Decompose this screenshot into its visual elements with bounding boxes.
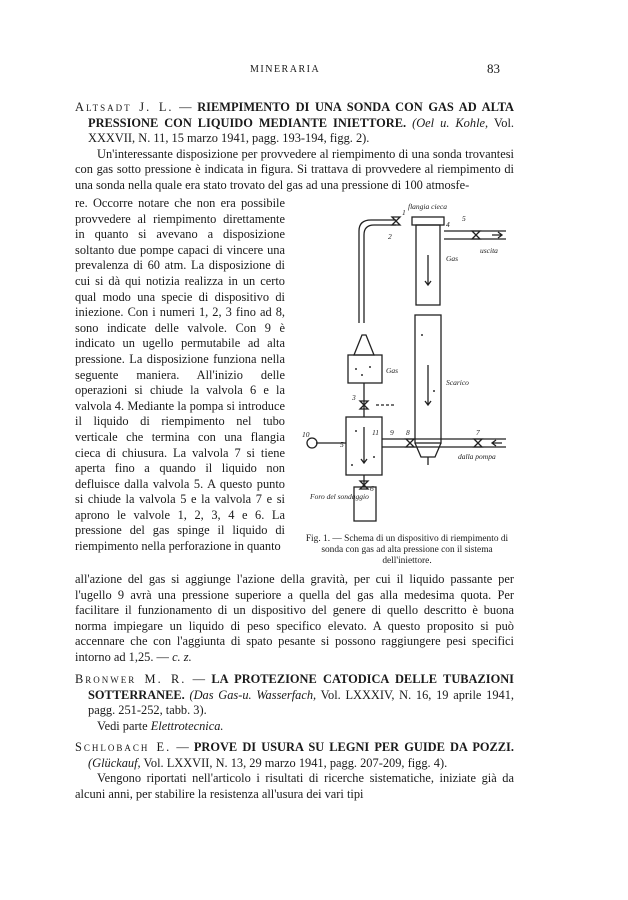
funnel-top (354, 335, 374, 355)
injector-diagram (296, 195, 518, 525)
article-3-title: PROVE DI USURA SU LEGNI PER GUIDE DA POZZI. (193, 740, 514, 754)
label-n5: 5 (462, 214, 466, 223)
article-1-paragraph-narrow: re. Occorre notare che non era possibile provvedere al riempimento direttamente in quanto si avevano a disposizione soltanto due pompe capaci di vincere una prevalenza di 60 atm. La disposizione di cui si dà qui notizia realizza in un certo qual modo una specie di dispositivo di iniezione. Con i numeri 1, 2, 3 fino ad 8, sono indicate delle valvole. Con 9 è indicato un ugello permutabile ad alta pressione. La disposizione funziona nella seguente maniera. All'inizio delle operazioni si chiude la valvola 6 e la valvola 4. Mediante la pompa si introduce il liquido di riempimento nel tubo verticale che termina con una flangia cieca di chiusura. La valvola 7 si tiene aperta fino a quando il liquido non defluisce dalla valvola 5. A questo punto si chiude la valvola 5 e la valvola 7 e si aprono le valvole 1, 2, 3, 4 e 6. La pressione del gas spinge il liquido di riempimento nella perforazione in quanto (75, 196, 285, 554)
article-1-signature: c. z. (172, 649, 192, 664)
article-2 (75, 672, 514, 734)
running-header: MINERARIA (250, 64, 321, 75)
outlet-arrow (492, 232, 502, 238)
label-n6: 6 (370, 484, 374, 493)
label-n10: 10 (302, 430, 310, 439)
article-1-dash: — (179, 100, 192, 114)
label-n11: 11 (372, 428, 379, 437)
flow-arrow-upper (425, 255, 431, 285)
article-3-ref: Vol. LXXVII, N. 13, 29 marzo 1941, pagg. 207-209, figg. 4). (143, 755, 448, 770)
valve-8 (406, 439, 414, 447)
article-1-paragraph-below (75, 572, 514, 666)
page-number: 83 (487, 61, 500, 76)
article-2-see-also (75, 719, 514, 735)
label-scarico: Scarico (446, 378, 469, 387)
valve-2 (392, 217, 400, 225)
gas-tank-left (348, 355, 382, 383)
article-3-dash: — (176, 740, 189, 754)
article-3-paragraph: Vengono riportati nell'articolo i risultati di ricerche sistematiche, iniziate già da alcuni anni, per stabilire la resistenza all'usura dei vari tipi (75, 771, 514, 801)
article-1-journal: (Oel u. Kohle, (412, 115, 489, 130)
article-1-title: RIEMPIMENTO DI UNA SONDA CON GAS AD ALTA PRESSIONE CON LIQUIDO MEDIANTE INIETTORE. (88, 100, 514, 130)
article-1-paragraph-end: all'azione del gas si aggiunge l'azione della gravità, per cui il liquido passante per l'ugello 9 avrà una pressione superiore a quella del gas alla medesima quota. Per facilitare il funzionamento di un dispositivo del genere di quello descritto è buona norma impiegare un liquido di peso specifico elevato. A questo proposito si può accennare che con l'aggiunta di spato pesante si possono raggiungere pesi specifici intorno ad 1,25. — (75, 572, 514, 664)
article-2-author: Bronwer M. R. (75, 672, 187, 686)
article-2-journal: (Das Gas-u. Wasserfach, (189, 687, 317, 702)
article-2-see-prefix: Vedi parte (97, 718, 148, 733)
article-3-author: Schlobach E. (75, 740, 172, 754)
label-n4: 4 (446, 220, 450, 229)
column-cone (415, 443, 441, 457)
label-foro: Foro del sondaggio (310, 492, 369, 501)
valve-5 (472, 231, 480, 239)
flow-arrow-lower (425, 365, 431, 405)
article-2-dash: — (192, 672, 206, 686)
label-gas-left: Gas (386, 366, 399, 375)
flow-arrow-injector (361, 427, 367, 463)
label-n7: 7 (476, 428, 480, 437)
label-n8: 8 (406, 428, 410, 437)
article-1-ref: Vol. XXXVII, N. 11, 15 marzo 1941, pagg. 193-194, figg. 2). (88, 115, 514, 146)
label-flangia: flangia cieca (408, 202, 447, 211)
article-2-ref: Vol. LXXXIV, N. 16, 19 aprile 1941, pagg. 251-252, tabb. 3). (88, 687, 515, 718)
label-n9: 9 (390, 428, 394, 437)
pump-arrow (492, 440, 502, 446)
label-n2: 2 (388, 232, 392, 241)
pressure-gauge (307, 438, 317, 448)
label-n5b: 5 (340, 440, 344, 449)
article-2-title: LA PROTEZIONE CATODICA DELLE TUBAZIONI SOTTERRANEE. (88, 672, 514, 702)
article-1-head (75, 100, 514, 194)
valve-7 (474, 439, 482, 447)
article-3-citation (75, 740, 514, 771)
article-1-citation (75, 100, 514, 147)
label-gas-top: Gas (446, 254, 459, 263)
article-2-citation (75, 672, 514, 719)
label-n1: 1 (402, 208, 406, 217)
label-uscita: uscita (480, 246, 498, 255)
article-1-author: Altsadt J. L. (75, 100, 174, 114)
article-1-paragraph-wide: Un'interessante disposizione per provvedere al riempimento di una sonda trovantesi con gas sotto pressione è indicata in figura. Si trattava di provvedere al riempimento di una sonda nella quale era stato trovato del gas ad una pressione di 100 atmosfe- (75, 146, 514, 192)
blind-flange (412, 217, 444, 225)
article-3-journal: (Glückauf, (88, 755, 141, 770)
article-3 (75, 740, 514, 802)
figure-caption: Fig. 1. — Schema di un dispositivo di riempimento di sonda con gas ad alta pressione con il sistema dell'iniettore. (305, 534, 509, 566)
article-2-see-section: Elettrotecnica. (150, 718, 224, 733)
label-pompa: dalla pompa (458, 452, 496, 461)
label-n3: 3 (352, 393, 356, 402)
